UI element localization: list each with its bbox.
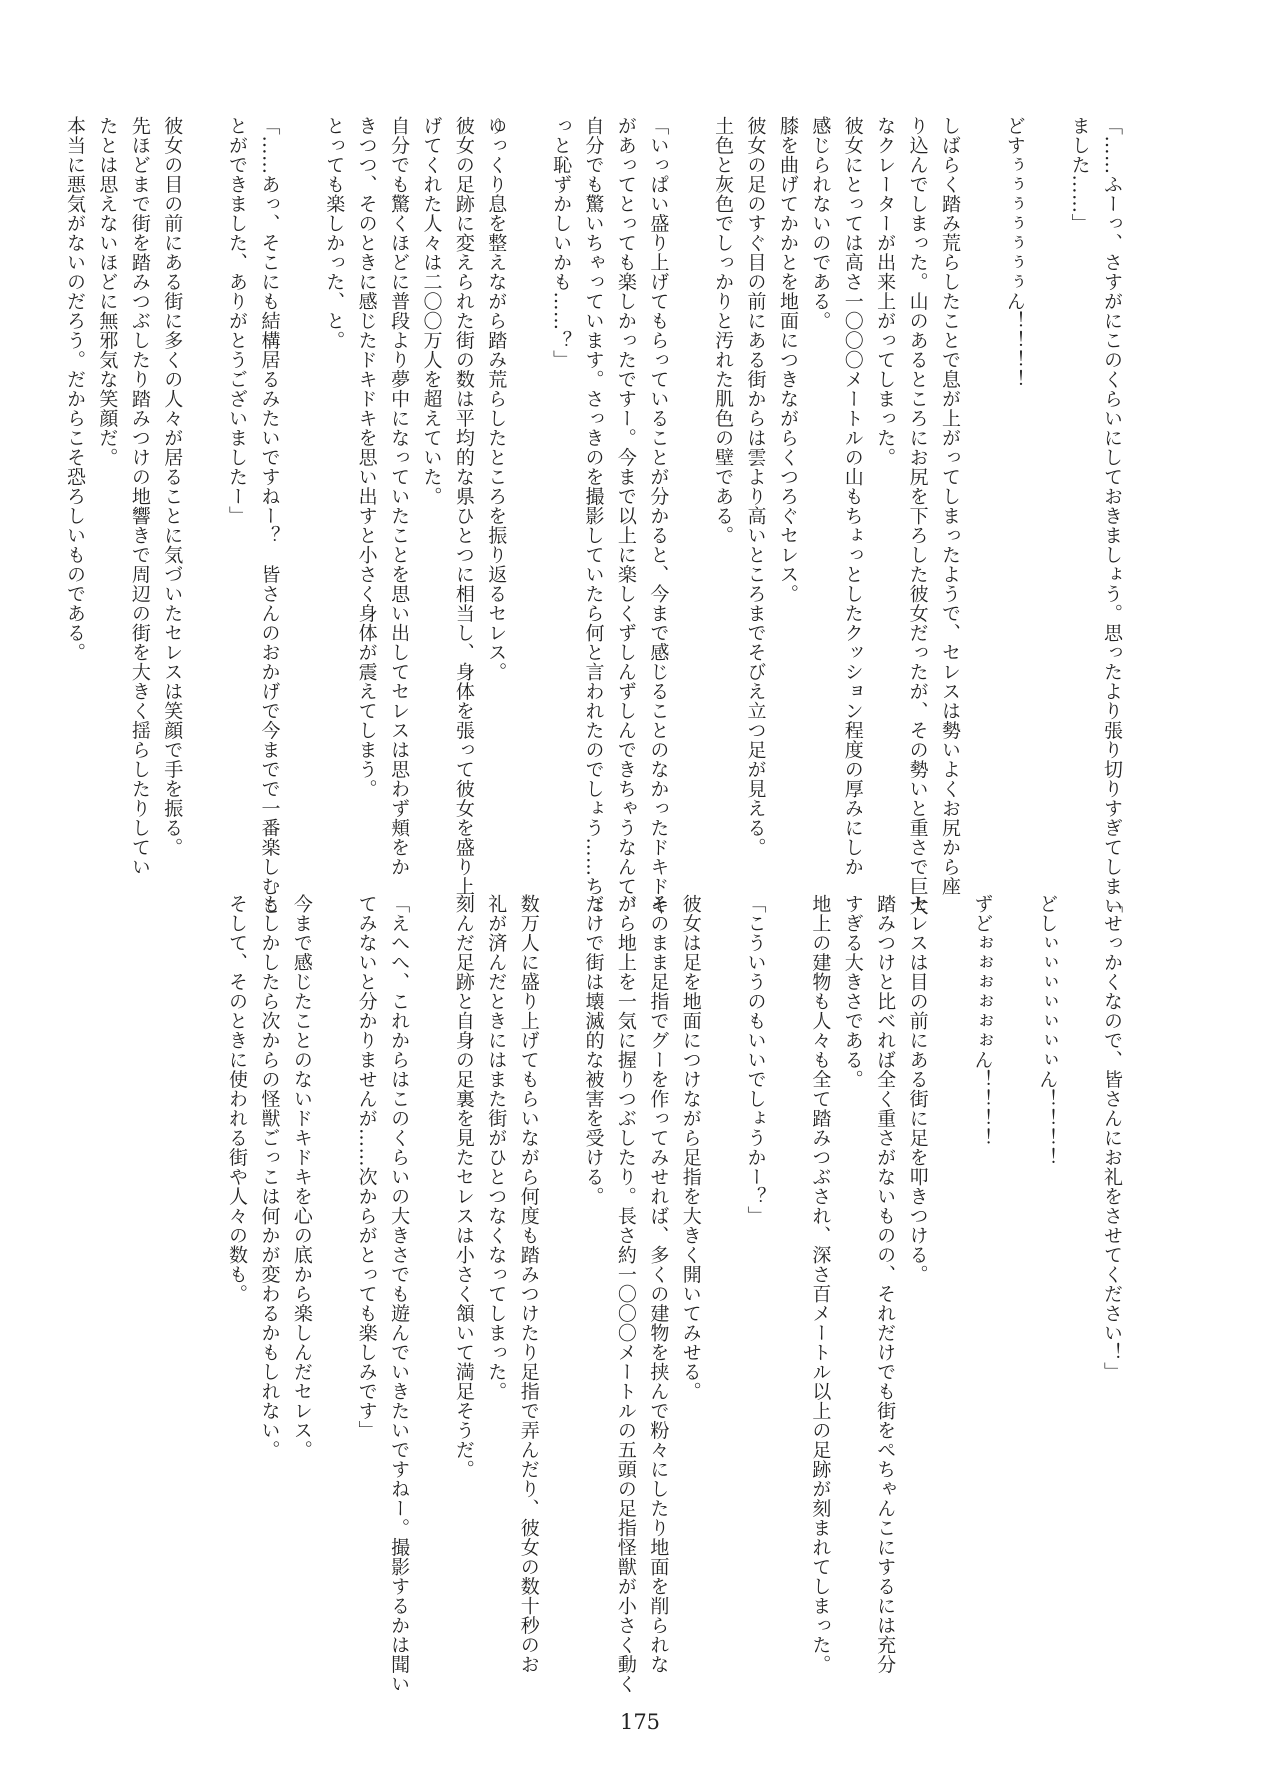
text-line: があってとっても楽しかったですー。今まで以上に楽しくずしんずしんできちゃうなんて、 xyxy=(614,116,637,916)
text-line: セレスは目の前にある街に足を叩きつける。 xyxy=(906,894,929,1284)
text-line: 彼女の足のすぐ目の前にある街からは雲より高いところまでそびえ立つ足が見える。 xyxy=(744,116,767,857)
text-line xyxy=(123,894,155,1614)
text-line: 本当に悪気がないのだろう。だからこそ恐ろしいものである。 xyxy=(64,116,86,662)
text-line: だけで街は壊滅的な被害を受ける。 xyxy=(582,894,605,1206)
text-line: ゆっくり息を整えながら踏み荒らしたところを振り返るセレス。 xyxy=(485,116,508,682)
text-line: 「せっかくなので、皆さんにお礼をさせてください！」 xyxy=(1101,894,1123,1382)
text-line xyxy=(1031,116,1063,836)
text-line: ました……」 xyxy=(1068,116,1091,233)
text-line: 地上の建物も人々も全て踏みつぶされ、深さ百メートル以上の足跡が刻まれてしまった。 xyxy=(809,894,832,1674)
text-line: 「いっぱい盛り上げてもらっていることが分かると、今まで感じることのなかったドキドキ xyxy=(647,116,670,916)
text-line xyxy=(188,116,220,836)
text-line xyxy=(318,894,350,1614)
text-line xyxy=(966,116,998,836)
page-number: 175 xyxy=(619,1710,661,1734)
text-line: 膝を曲げてかかとを地面につきながらくつろぐセレス。 xyxy=(776,116,799,604)
text-line: っと恥ずかしいかも……？」 xyxy=(550,116,573,370)
upper-text-block xyxy=(59,116,1128,916)
text-line: どしぃぃぃぃぃぃぃん！！！！ xyxy=(1036,894,1059,1167)
text-line xyxy=(512,116,544,836)
text-line: 「……あっ、そこにも結構居るみたいですねー？ 皆さんのおかげで今までで一番楽しむこ xyxy=(258,116,281,916)
text-line: 土色と灰色でしっかりと汚れた肌色の壁である。 xyxy=(712,116,735,545)
text-line xyxy=(0,894,26,1614)
lower-text-block xyxy=(0,894,1128,1694)
text-line xyxy=(415,894,447,1614)
text-line xyxy=(59,894,91,1614)
text-line: とができました、ありがとうございましたー」 xyxy=(226,116,249,526)
text-line xyxy=(674,116,706,836)
text-line: 礼が済んだときにはまた街がひとつなくなってしまった。 xyxy=(485,894,508,1401)
text-line: 数万人に盛り上げてもらいながら何度も踏みつけたり足指で弄んだり、彼女の数十秒のお xyxy=(517,894,540,1674)
text-line: どすぅぅぅぅぅぅぅん！！！！ xyxy=(1003,116,1026,389)
text-line xyxy=(1063,894,1095,1614)
text-line: 今まで感じたことのないドキドキを心の底から楽しんだセレス。 xyxy=(290,894,313,1460)
text-line: すぎる大きさである。 xyxy=(841,894,864,1089)
text-line xyxy=(26,894,58,1614)
text-line xyxy=(545,894,577,1614)
text-line xyxy=(188,894,220,1614)
text-line: そして、そのときに使われる街や人々の数も。 xyxy=(226,894,249,1304)
text-line: 先ほどまで街を踏みつぶしたり踏みつけの地響きで周辺の街を大きく揺らしたりしてい xyxy=(128,116,151,877)
text-line xyxy=(156,894,188,1614)
text-line: 「えへへ、これからはこのくらいの大きさでも遊んでいきたいですねー。撮影するかは聞い xyxy=(388,894,411,1694)
text-line xyxy=(998,894,1030,1614)
text-line xyxy=(91,894,123,1614)
text-line: 自分でも驚くほどに普段より夢中になっていたことを思い出してセレスは思わず頬をか xyxy=(388,116,411,877)
text-line xyxy=(707,894,739,1614)
text-line: そのまま足指でグーを作ってみせれば、多くの建物を挟んで粉々にしたり地面を削られな xyxy=(647,894,670,1674)
text-line: ずどぉぉぉぉぉぉん！！！！ xyxy=(971,894,994,1148)
text-line xyxy=(934,894,966,1614)
text-line: きつつ、そのときに感じたドキドキを思い出すと小さく身体が震えてしまう。 xyxy=(355,116,378,799)
text-line: たとは思えないほどに無邪気な笑顔だ。 xyxy=(96,116,119,467)
text-line: 彼女の目の前にある街に多くの人々が居ることに気づいたセレスは笑顔で手を振る。 xyxy=(161,116,184,857)
text-line: とっても楽しかった、と。 xyxy=(323,116,346,350)
text-line: 自分でも驚いちゃっています。さっきのを撮影していたら何と言われたのでしょう……ちょ xyxy=(582,116,605,916)
text-line: てみないと分かりませんが……次からがとっても楽しみです」 xyxy=(355,894,378,1440)
text-line: げてくれた人々は二〇〇万人を超えていた。 xyxy=(420,116,443,506)
text-line: しばらく踏み荒らしたことで息が上がってしまったようで、セレスは勢いよくお尻から座 xyxy=(938,116,961,896)
text-line: なクレーターが出来上がってしまった。 xyxy=(874,116,897,467)
text-line: 彼女の足跡に変えられた街の数は平均的な県ひとつに相当し、身体を張って彼女を盛り上 xyxy=(452,116,475,896)
text-line xyxy=(772,894,804,1614)
text-line: り込んでしまった。山のあるところにお尻を下ろした彼女だったが、その勢いと重さで巨大 xyxy=(906,116,929,916)
text-line: 「……ふーっ、さすがにこのくらいにしておきましょう。思ったより張り切りすぎてしまい xyxy=(1101,116,1123,916)
text-line: 「こういうのもいいでしょうかー？」 xyxy=(744,894,767,1226)
text-line: 刻んだ足跡と自身の足裏を見たセレスは小さく頷いて満足そうだ。 xyxy=(452,894,475,1479)
text-line: 彼女は足を地面につけながら足指を大きく開いてみせる。 xyxy=(679,894,702,1401)
text-line xyxy=(285,116,317,836)
text-line: もしかしたら次からの怪獣ごっこは何かが変わるかもしれない。 xyxy=(258,894,281,1460)
text-line: 踏みつけと比べれば全く重さがないものの、それだけでも街をぺちゃんこにするには充分 xyxy=(874,894,897,1674)
text-line: 彼女にとっては高さ一〇〇〇メートルの山もちょっとしたクッション程度の厚みにしか xyxy=(841,116,864,877)
text-line: がら地上を一気に握りつぶしたり。長さ約一〇〇〇メートルの五頭の足指怪獣が小さく動く xyxy=(614,894,637,1694)
text-line: 感じられないのである。 xyxy=(809,116,832,331)
